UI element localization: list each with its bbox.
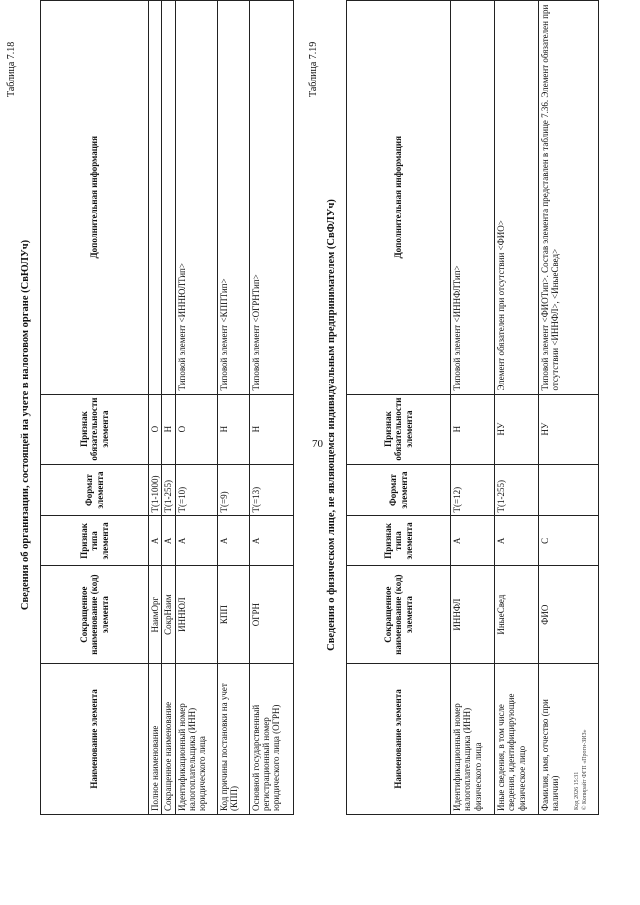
table-row xyxy=(451,1,495,815)
cell-info: Элемент обязателен при отсутствии <ФИО> xyxy=(495,1,539,395)
cell-format: T(=10) xyxy=(175,464,217,516)
header-name: Наименование элемента xyxy=(41,663,149,814)
cell-type: А xyxy=(149,516,162,566)
cell-format: T(=13) xyxy=(249,464,293,516)
table-row xyxy=(495,1,539,815)
cell-type: А xyxy=(495,516,539,566)
cell-info: Типовой элемент <ОГРНТип> xyxy=(249,1,293,395)
cell-format: T(=9) xyxy=(217,464,249,516)
cell-name: Полное наименование xyxy=(149,663,162,814)
cell-required: О xyxy=(149,394,162,464)
table-row xyxy=(539,1,599,815)
header-required: Признак обязательности элемента xyxy=(347,394,451,464)
cell-info: Типовой элемент <КППТип> xyxy=(217,1,249,395)
table-row xyxy=(249,1,293,815)
cell-code: НаимОрг xyxy=(149,566,162,664)
header-format: Формат элемента xyxy=(41,464,149,516)
cell-required: О xyxy=(175,394,217,464)
cell-code: ИННЮЛ xyxy=(175,566,217,664)
cell-name: Сокращенное наименование xyxy=(162,663,175,814)
table-row xyxy=(149,1,162,815)
header-type: Признак типа элемента xyxy=(347,516,451,566)
cell-type: А xyxy=(249,516,293,566)
cell-type: А xyxy=(162,516,175,566)
cell-info: Типовой элемент <ИННФЛТип> xyxy=(451,1,495,395)
cell-format: T(1-255) xyxy=(162,464,175,516)
cell-type: А xyxy=(217,516,249,566)
table-7-19 xyxy=(346,0,599,815)
cell-required: Н xyxy=(249,394,293,464)
cell-format: T(=12) xyxy=(451,464,495,516)
cell-name: Идентификационный номер налогоплательщика (ИНН) физического лица xyxy=(451,663,495,814)
table-row xyxy=(175,1,217,815)
header-info: Дополнительная информация xyxy=(41,1,149,395)
footer-line-2: © Копирайт ФГП «Прогн-ЗИЗ» xyxy=(581,729,588,810)
table-7-18-caption: Сведения об организации, состоящей на учете в налоговом органе (СвЮЛУч) xyxy=(20,239,31,611)
header-code: Сокращенное наименование (код) элемента xyxy=(41,566,149,664)
cell-info xyxy=(162,1,175,395)
cell-code: ИННФЛ xyxy=(451,566,495,664)
cell-name: Иные сведения, в том числе сведения, идентифицирующие физическое лицо xyxy=(495,663,539,814)
cell-type: А xyxy=(175,516,217,566)
cell-code: ИныеСвед xyxy=(495,566,539,664)
cell-format: T(1-255) xyxy=(495,464,539,516)
cell-type: С xyxy=(539,516,599,566)
cell-info: Типовой элемент <ИННЮЛТип> xyxy=(175,1,217,395)
cell-format xyxy=(539,464,599,516)
cell-type: А xyxy=(451,516,495,566)
table-row xyxy=(217,1,249,815)
table-header-row xyxy=(347,1,451,815)
cell-required: НУ xyxy=(495,394,539,464)
cell-name: Основной государственный регистрационный номер юридического лица (ОГРН) xyxy=(249,663,293,814)
header-info: Дополнительная информация xyxy=(347,1,451,395)
table-7-19-label: Таблица 7.19 xyxy=(308,41,319,97)
table-row xyxy=(162,1,175,815)
cell-required: Н xyxy=(217,394,249,464)
cell-required: Н xyxy=(162,394,175,464)
cell-name: Идентификационный номер налогоплательщика (ИНН) юридического лица xyxy=(175,663,217,814)
cell-code: ОГРН xyxy=(249,566,293,664)
cell-format: T(1-1000) xyxy=(149,464,162,516)
table-7-18-label: Таблица 7.18 xyxy=(6,41,17,97)
table-header-row xyxy=(41,1,149,815)
cell-info: Типовой элемент <ФИОТип>. Состав элемента представлен в таблице 7.36. Элемент обязателен при отсутствии <ИННФЛ>, <ИныеСвед> xyxy=(539,1,599,395)
cell-code: ФИО xyxy=(539,566,599,664)
cell-info xyxy=(149,1,162,395)
cell-required: Н xyxy=(451,394,495,464)
table-7-18-grid xyxy=(40,0,294,815)
cell-code: СокрНаим xyxy=(162,566,175,664)
cell-name: Фамилия, имя, отчество (при наличии) xyxy=(539,663,599,814)
footer-line-1: Код 2026 15:31 xyxy=(574,771,580,810)
header-name: Наименование элемента xyxy=(347,663,451,814)
header-code: Сокращенное наименование (код) элемента xyxy=(347,566,451,664)
table-7-19-caption: Сведения о физическом лице, не являющемся индивидуальным предпринимателем (СвФЛУч) xyxy=(326,199,337,651)
cell-required: НУ xyxy=(539,394,599,464)
cell-code: КПП xyxy=(217,566,249,664)
header-type: Признак типа элемента xyxy=(41,516,149,566)
header-format: Формат элемента xyxy=(347,464,451,516)
header-required: Признак обязательности элемента xyxy=(41,394,149,464)
cell-name: Код причины постановки на учет (КПП) xyxy=(217,663,249,814)
page-number: 70 xyxy=(312,438,323,450)
table-7-19-grid xyxy=(346,0,599,815)
table-7-18 xyxy=(40,0,294,815)
